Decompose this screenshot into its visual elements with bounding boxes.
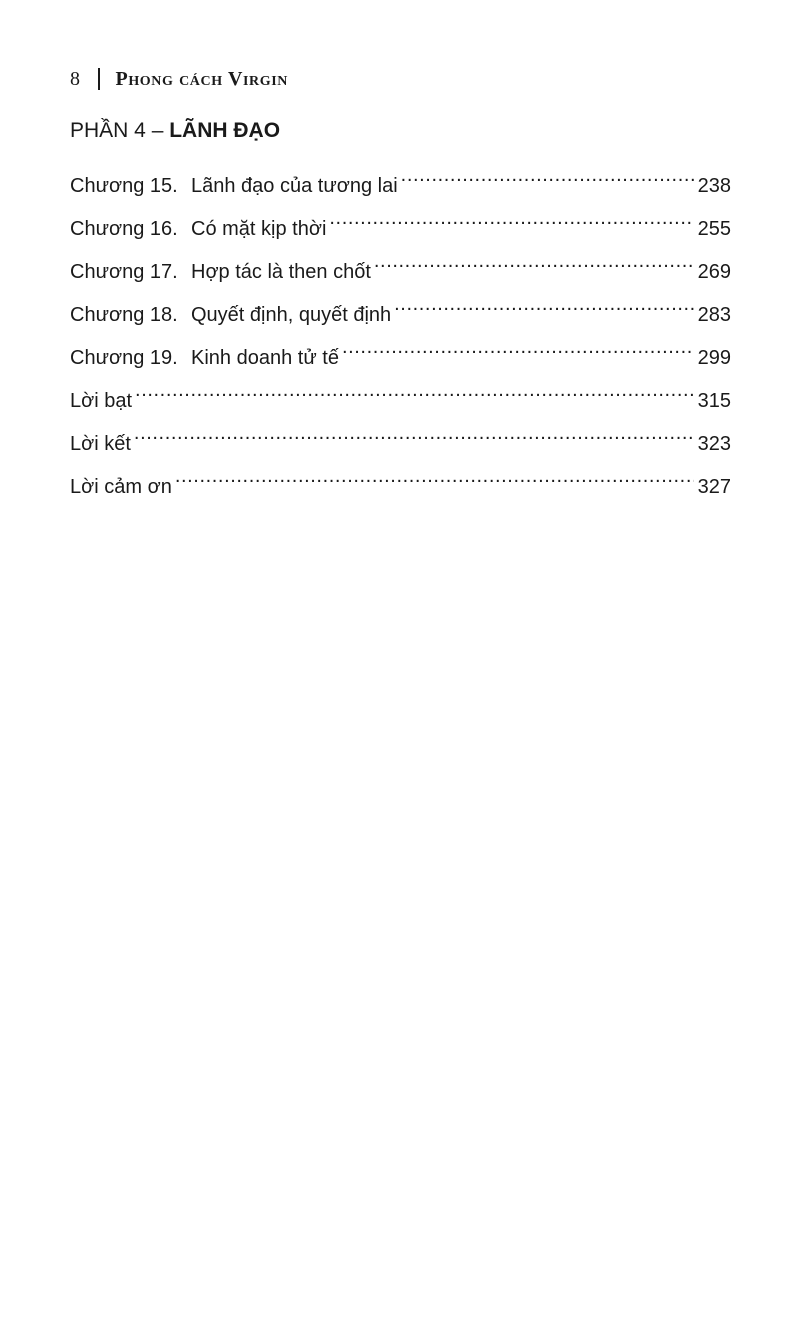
part-label: PHẦN 4 – [70,119,170,142]
toc-entry-title: Quyết định, quyết định [191,304,392,326]
page-number: 8 [70,67,80,90]
toc-page-number: 283 [697,304,731,326]
toc-entry[interactable] [70,201,731,244]
toc-page-number: 299 [697,347,731,369]
toc-chapter-label: Chương 18. [70,304,178,326]
toc-chapter-label: Chương 17. [70,261,178,283]
toc-chapter-label: Chương 16. [70,218,178,240]
dot-leader [394,287,694,321]
dot-leader [134,416,694,450]
toc-page-number: 323 [697,433,731,455]
toc-entry-title: Kinh doanh tử tế [191,347,339,369]
toc-chapter-label: Chương 15. [70,175,178,197]
toc-page-number: 315 [697,390,731,412]
toc-entry[interactable] [70,330,731,373]
dot-leader [342,330,694,364]
toc-page-number: 255 [697,218,731,240]
toc-chapter-label: Chương 19. [70,347,178,369]
dot-leader [401,158,694,192]
toc-entry-title: Có mặt kịp thời [191,218,327,240]
toc-entry-title: Lời bạt [70,390,133,412]
toc-entry[interactable] [70,158,731,201]
toc-entry-title: Hợp tác là then chốt [191,261,371,283]
toc-entry[interactable] [70,244,731,287]
toc-page-number: 327 [697,476,731,498]
toc-page-number: 238 [697,175,731,197]
running-head [70,64,288,94]
toc-entry[interactable] [70,459,731,502]
table-of-contents [70,158,731,502]
dot-leader [135,373,694,407]
toc-entry-title: Lãnh đạo của tương lai [191,175,398,197]
toc-entry-title: Lời cảm ơn [70,476,172,498]
toc-entry[interactable] [70,416,731,459]
toc-entry-title: Lời kết [70,433,131,455]
dot-leader [374,244,694,278]
part-heading [70,119,280,143]
header-separator [98,68,100,90]
toc-entry[interactable] [70,287,731,330]
part-title: LÃNH ĐẠO [169,119,281,142]
dot-leader [175,459,694,493]
book-title: Phong cách Virgin [115,67,289,90]
toc-page-number: 269 [697,261,731,283]
dot-leader [329,201,694,235]
toc-entry[interactable] [70,373,731,416]
